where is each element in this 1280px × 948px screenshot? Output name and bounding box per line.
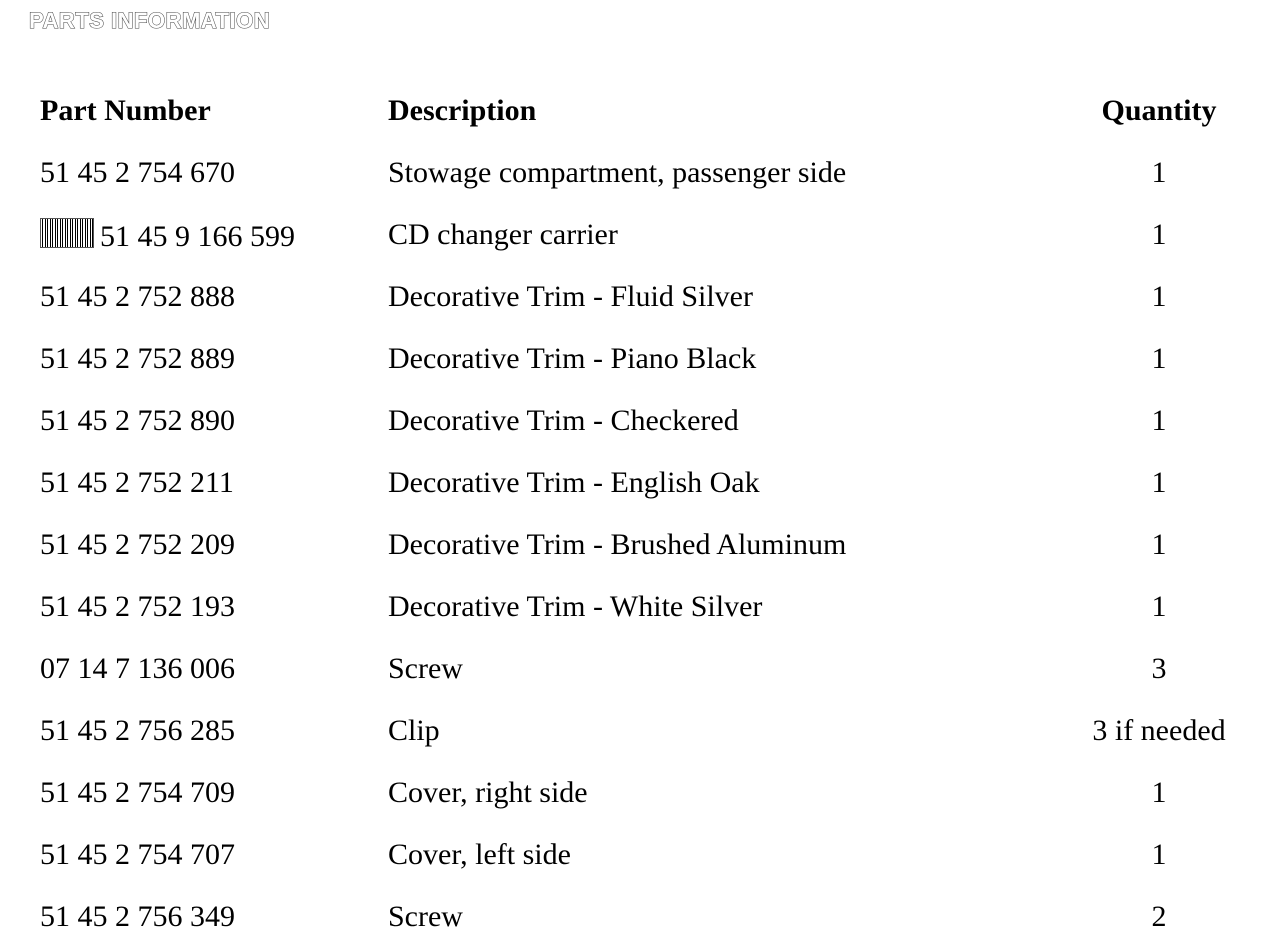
description-cell: Screw	[388, 900, 463, 933]
part-number-cell	[40, 514, 388, 576]
part-number-cell	[40, 142, 388, 204]
description-cell: Screw	[388, 652, 463, 685]
quantity-cell: 3 if needed	[1092, 714, 1226, 747]
quantity-cell: 1	[1151, 280, 1167, 313]
part-number-cell	[40, 886, 388, 948]
table-row	[40, 762, 1240, 824]
description-cell: CD changer carrier	[388, 218, 618, 251]
parts-table-body	[40, 142, 1240, 948]
part-number-cell	[40, 266, 388, 328]
part-number-text: 51 45 2 752 211	[40, 466, 234, 499]
barcode-icon	[40, 218, 94, 248]
table-row	[40, 886, 1240, 948]
table-row	[40, 204, 1240, 266]
description-cell: Decorative Trim - Fluid Silver	[388, 280, 753, 313]
quantity-cell: 1	[1151, 404, 1167, 437]
part-number-text: 51 45 2 752 209	[40, 528, 235, 561]
part-number-text: 51 45 2 752 193	[40, 590, 235, 623]
description-cell: Decorative Trim - Brushed Aluminum	[388, 528, 847, 561]
part-number-text: 51 45 2 754 707	[40, 838, 235, 871]
part-number-text: 51 45 2 752 888	[40, 280, 235, 313]
column-header-part-number: Part Number	[40, 94, 211, 127]
quantity-cell: 1	[1151, 838, 1167, 871]
description-cell: Clip	[388, 714, 440, 747]
quantity-cell: 1	[1151, 528, 1167, 561]
table-row	[40, 142, 1240, 204]
description-cell: Stowage compartment, passenger side	[388, 156, 847, 189]
quantity-cell: 1	[1151, 342, 1167, 375]
part-number-text: 51 45 2 754 670	[40, 156, 235, 189]
part-number-text: 51 45 9 166 599	[100, 220, 295, 253]
description-cell: Cover, right side	[388, 776, 588, 809]
table-row	[40, 576, 1240, 638]
table-row	[40, 700, 1240, 762]
part-number-cell	[40, 762, 388, 824]
quantity-cell: 1	[1151, 466, 1167, 499]
part-number-text: 51 45 2 756 349	[40, 900, 235, 933]
table-row	[40, 390, 1240, 452]
table-row	[40, 328, 1240, 390]
column-header-description: Description	[388, 94, 537, 127]
table-row	[40, 638, 1240, 700]
table-header-row	[40, 80, 1240, 142]
quantity-cell: 1	[1151, 590, 1167, 623]
part-number-cell	[40, 576, 388, 638]
column-header-quantity: Quantity	[1101, 94, 1217, 127]
parts-table	[40, 80, 1240, 948]
section-title: PARTS INFORMATION	[29, 8, 271, 33]
table-row	[40, 266, 1240, 328]
quantity-cell: 1	[1151, 156, 1167, 189]
part-number-text: 07 14 7 136 006	[40, 652, 235, 685]
table-row	[40, 514, 1240, 576]
part-number-cell	[40, 328, 388, 390]
quantity-cell: 1	[1151, 218, 1167, 251]
part-number-text: 51 45 2 752 890	[40, 404, 235, 437]
part-number-cell	[40, 390, 388, 452]
part-number-text: 51 45 2 752 889	[40, 342, 235, 375]
description-cell: Cover, left side	[388, 838, 571, 871]
part-number-cell	[40, 824, 388, 886]
description-cell: Decorative Trim - White Silver	[388, 590, 763, 623]
quantity-cell: 2	[1151, 900, 1167, 933]
part-number-text: 51 45 2 756 285	[40, 714, 235, 747]
part-number-cell	[40, 204, 388, 266]
part-number-cell	[40, 638, 388, 700]
description-cell: Decorative Trim - English Oak	[388, 466, 760, 499]
table-row	[40, 452, 1240, 514]
part-number-cell	[40, 452, 388, 514]
quantity-cell: 3	[1151, 652, 1167, 685]
quantity-cell: 1	[1151, 776, 1167, 809]
part-number-text: 51 45 2 754 709	[40, 776, 235, 809]
table-row	[40, 824, 1240, 886]
description-cell: Decorative Trim - Checkered	[388, 404, 739, 437]
description-cell: Decorative Trim - Piano Black	[388, 342, 757, 375]
part-number-cell	[40, 700, 388, 762]
